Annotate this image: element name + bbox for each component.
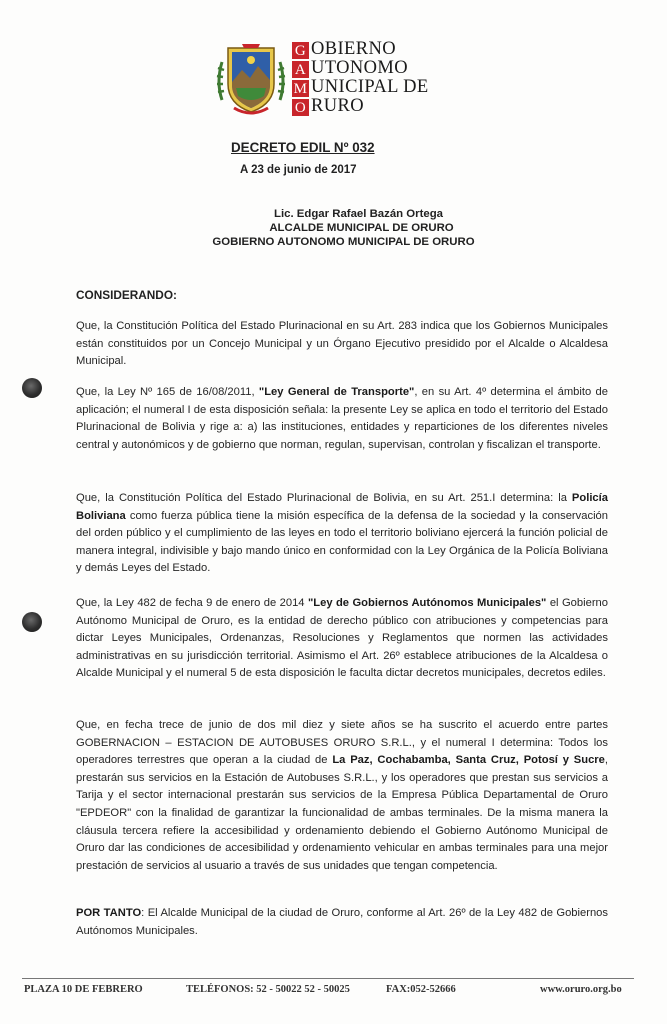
footer-address: PLAZA 10 DE FEBRERO (24, 984, 143, 995)
considerando-paragraph-3: Que, la Constitución Política del Estado Plurinacional de Bolivia, en su Art. 251.I determina: la Policía Boliviana como fuerza pública tiene la misión específica de la defensa de la sociedad y la conservación del orden público y el cumplimiento de las leyes en todo el territorio boliviano ejercerá la función policial de manera integral, indivisible y bajo mando único en conformidad con la Ley Orgánica de la Policía Boliviana y demás Leyes del Estado. (76, 492, 608, 575)
logotype-line: G OBIERNO (292, 40, 429, 59)
letterhead (212, 38, 462, 120)
footer-divider (22, 978, 634, 979)
institution-logotype (292, 40, 429, 116)
footer-phones: TELÉFONOS: 52 - 50022 52 - 50025 (186, 984, 350, 995)
footer-fax: FAX:052-52666 (386, 984, 456, 995)
authority-name: Lic. Edgar Rafael Bazán Ortega (273, 208, 443, 220)
decree-date: A 23 de junio de 2017 (240, 164, 357, 176)
authority-block (0, 207, 667, 250)
footer-website: www.oruro.org.bo (540, 984, 622, 995)
logotype-line: M UNICIPAL DE (293, 77, 429, 97)
considerando-paragraph-5: Que, en fecha trece de junio de dos mil diez y siete años se ha suscrito el acuerdo entre partes GOBERNACION – ESTACION DE AUTOBUSES ORURO S.R.L., y el numeral I determina: Todos los operadores terrestres que operan a la ciudad de La Paz, Cochabamba, Santa Cruz, Potosí y Sucre, prestarán sus servicios en la Estación de Autobuses S.R.L., y los operadores que prestan sus servicios a Tarija y el sector internacional prestarán sus servicios de la Empresa Pública Departamental de Oruro "EPDEOR" con la finalidad de garantizar la funcionalidad de ambas terminales. De la misma manera la cláusula tercera refiere la accesibilidad y ordenamiento debiendo el Gobierno Autónomo Municipal de Oruro dar las condiciones de accesibilidad y ordenamiento vehicular en ambas terminales para una mejor prestación de servicios al usuario a través de sus unidades que tengan competencia. (76, 719, 608, 872)
logotype-line: A UTONOMO (292, 59, 429, 78)
authority-position: ALCALDE MUNICIPAL DE ORURO (269, 222, 454, 235)
considerando-paragraph-1: Que, la Constitución Política del Estado Plurinacional en su Art. 283 indica que los Gobiernos Municipales están constituidos por un Concejo Municipal y un Órgano Ejecutivo presidido por el Alcalde o Alcaldesa Municipal. (76, 320, 608, 368)
considerando-paragraph-4: Que, la Ley 482 de fecha 9 de enero de 2014 "Ley de Gobiernos Autónomos Municipales" el Gobierno Autónomo Municipal de Oruro, es la entidad de derecho público con atribuciones y competencias para dictar Leyes Municipales, Ordenanzas, Resoluciones y Reglamentos que normen las actividades administrativas en su jurisdicción territorial. Asimismo el Art. 26º establece atribuciones de la Alcaldesa o Alcalde Municipal y el numeral 5 de esta disposición le faculta dictar decretos municipales, decretos ediles. (76, 597, 608, 680)
logotype-line: O RURO (292, 97, 429, 116)
coat-of-arms-icon (212, 38, 290, 118)
authority-institution: GOBIERNO AUTONOMO MUNICIPAL DE ORURO (212, 236, 475, 249)
punch-hole (22, 612, 42, 632)
punch-hole (22, 378, 42, 398)
por-tanto-paragraph: POR TANTO: El Alcalde Municipal de la ciudad de Oruro, conforme al Art. 26º de la Ley 482 de Gobiernos Autónomos Municipales. (76, 907, 608, 937)
section-heading: CONSIDERANDO: (76, 288, 177, 302)
considerando-paragraph-2: Que, la Ley Nº 165 de 16/08/2011, "Ley General de Transporte", en su Art. 4º determina el ámbito de aplicación; el numeral I de esta disposición señala: la presente Ley se aplica en todo el territorio del Estado Plurinacional de Bolivia y rige a: a) las instituciones, entidades y reparticiones de los diferentes niveles central y autonómicos y de gobierno que norman, regulan, supervisan, controlan y fiscalizan el transporte. (76, 386, 608, 451)
decree-title: DECRETO EDIL Nº 032 (231, 140, 375, 155)
